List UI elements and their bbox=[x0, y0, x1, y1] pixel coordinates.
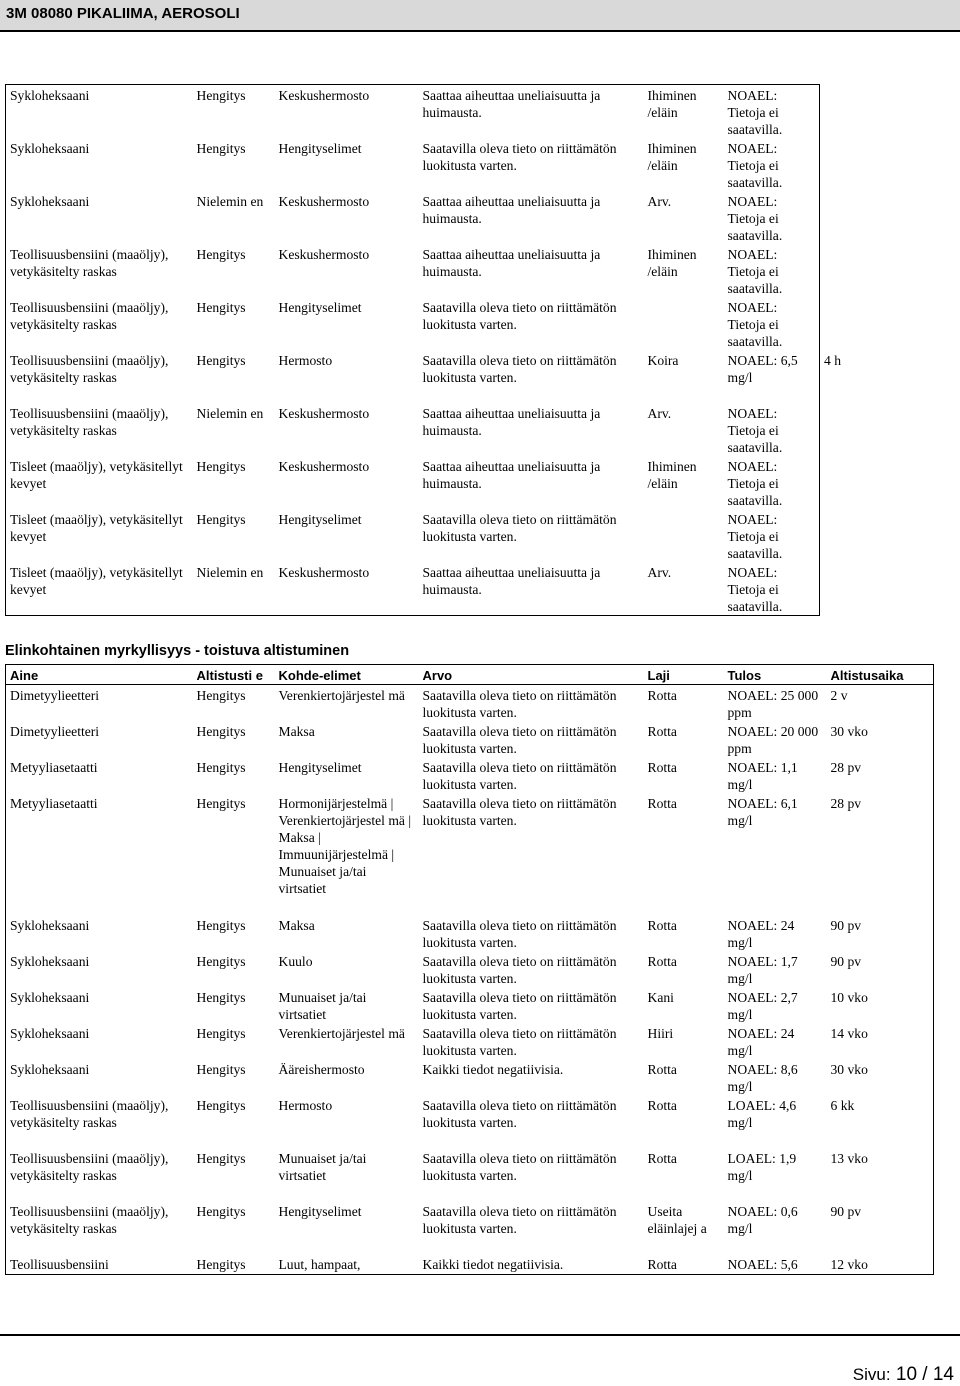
table-cell: Keskushermosto bbox=[275, 85, 419, 139]
table-cell: Hengitys bbox=[196, 954, 246, 969]
table-cell: Hengitys bbox=[196, 353, 246, 368]
table-row bbox=[6, 757, 934, 793]
table-cell: 90 pv bbox=[827, 1201, 934, 1254]
column-header: Altistusaika bbox=[830, 668, 904, 683]
table-cell: Hengitys bbox=[196, 1151, 246, 1166]
table-row bbox=[6, 562, 880, 616]
table-cell bbox=[820, 456, 880, 509]
table-cell: Saatavilla oleva tieto on riittämätön luokitusta varten. bbox=[422, 141, 617, 173]
table-cell: Saatavilla oleva tieto on riittämätön luokitusta varten. bbox=[422, 954, 617, 986]
table-row bbox=[6, 456, 880, 509]
table-cell: Dimetyylieetteri bbox=[6, 721, 193, 757]
column-header: Aine bbox=[10, 668, 39, 683]
table-cell bbox=[644, 509, 724, 562]
table-cell: Teollisuusbensiini bbox=[6, 1254, 193, 1274]
table-row bbox=[6, 509, 880, 562]
table-cell: Rotta bbox=[644, 685, 724, 722]
table-cell: Teollisuusbensiini (maaöljy), vetykäsitelty raskas bbox=[6, 1201, 193, 1254]
table-row bbox=[6, 793, 934, 915]
table-cell: Sykloheksaani bbox=[6, 915, 193, 951]
table-row bbox=[6, 1059, 934, 1095]
document-header bbox=[0, 0, 960, 32]
table-cell: Arv. bbox=[647, 406, 672, 421]
table-cell: Rotta bbox=[647, 1098, 677, 1113]
table-cell: Saatavilla oleva tieto on riittämätön luokitusta varten. bbox=[422, 1204, 617, 1236]
table-cell: Hengitys bbox=[196, 1062, 246, 1077]
table-row bbox=[6, 297, 880, 350]
table-cell: Kani bbox=[647, 990, 674, 1005]
table-cell: NOAEL: Tietoja ei saatavilla. bbox=[724, 191, 820, 244]
table-cell: Hengitys bbox=[196, 512, 246, 527]
table-cell: 4 h bbox=[824, 353, 841, 368]
table-cell: NOAEL: Tietoja ei saatavilla. bbox=[724, 138, 820, 191]
table-cell: Sykloheksaani bbox=[6, 951, 193, 987]
table-cell: Munuaiset ja/tai virtsatiet bbox=[278, 1151, 367, 1183]
table-cell: 6 kk bbox=[827, 1095, 934, 1148]
table-cell: Rotta bbox=[647, 954, 677, 969]
table-cell: 90 pv bbox=[827, 951, 934, 987]
table-cell: Hengitys bbox=[196, 760, 246, 775]
section-title: Elinkohtainen myrkyllisyys - toistuva altistuminen bbox=[5, 643, 350, 659]
table-cell: Hengitys bbox=[196, 1098, 246, 1113]
table-cell: Kaikki tiedot negatiivisia. bbox=[422, 1062, 564, 1077]
table-cell bbox=[820, 403, 880, 456]
table-cell: Rotta bbox=[647, 1062, 677, 1077]
table-cell: 10 vko bbox=[827, 987, 934, 1023]
table-cell: 30 vko bbox=[827, 1059, 934, 1095]
table-cell: Saattaa aiheuttaa uneliaisuutta ja huimausta. bbox=[422, 194, 601, 226]
table-cell: Hengitys bbox=[196, 141, 246, 156]
table-cell: Hengitys bbox=[193, 685, 275, 722]
table-cell: Teollisuusbensiini (maaöljy), vetykäsitelty raskas bbox=[6, 297, 193, 350]
table-cell: NOAEL: 1,1 mg/l bbox=[727, 760, 798, 792]
table-cell: Koira bbox=[647, 353, 679, 368]
table-cell: Sykloheksaani bbox=[6, 138, 193, 191]
page-total: 14 bbox=[932, 1364, 954, 1385]
table-cell: NOAEL: 24 mg/l bbox=[727, 918, 795, 950]
table-cell: Teollisuusbensiini (maaöljy), vetykäsitelty raskas bbox=[6, 1148, 193, 1201]
table-cell: Saatavilla oleva tieto on riittämätön luokitusta varten. bbox=[422, 1026, 617, 1058]
table-cell bbox=[820, 509, 880, 562]
table-cell: Keskushermosto bbox=[275, 562, 419, 616]
table-cell: 90 pv bbox=[827, 915, 934, 951]
table-cell: 14 vko bbox=[827, 1023, 934, 1059]
table-cell: NOAEL: Tietoja ei saatavilla. bbox=[724, 85, 820, 139]
table-cell: NOAEL: Tietoja ei saatavilla. bbox=[724, 562, 820, 616]
page-number bbox=[853, 1364, 954, 1386]
table-cell: NOAEL: 6,5 mg/l bbox=[724, 350, 820, 403]
table-cell: Hengityselimet bbox=[278, 760, 362, 775]
table-cell: 2 v bbox=[827, 685, 934, 722]
table-cell: Munuaiset ja/tai virtsatiet bbox=[278, 990, 367, 1022]
table-cell bbox=[820, 85, 880, 139]
table-cell: Rotta bbox=[647, 724, 677, 739]
table-cell: Sykloheksaani bbox=[6, 85, 193, 139]
table-cell: Tisleet (maaöljy), vetykäsitellyt kevyet bbox=[6, 509, 193, 562]
column-header: Kohde-elimet bbox=[278, 668, 361, 683]
table-row bbox=[6, 685, 934, 722]
table-cell: Maksa bbox=[278, 724, 315, 739]
table-row bbox=[6, 85, 880, 139]
table-cell: Tisleet (maaöljy), vetykäsitellyt kevyet bbox=[6, 562, 193, 616]
repeated-exposure-table bbox=[5, 664, 934, 1275]
table-cell: Sykloheksaani bbox=[6, 1023, 193, 1059]
table-cell: Teollisuusbensiini (maaöljy), vetykäsitelty raskas bbox=[6, 244, 193, 297]
table-cell: Hengityselimet bbox=[278, 141, 362, 156]
table-cell: NOAEL: 25 000 ppm bbox=[724, 685, 827, 722]
table-cell: Hengityselimet bbox=[278, 1204, 362, 1219]
table-cell: Saattaa aiheuttaa uneliaisuutta ja huimausta. bbox=[419, 562, 644, 616]
table-cell: Saattaa aiheuttaa uneliaisuutta ja huimausta. bbox=[419, 85, 644, 139]
table-cell: Keskushermosto bbox=[278, 194, 370, 209]
table-row bbox=[6, 915, 934, 951]
table-cell: Sykloheksaani bbox=[6, 191, 193, 244]
table-cell: Hengitys bbox=[196, 1204, 246, 1219]
table-cell: LOAEL: 1,9 mg/l bbox=[727, 1151, 797, 1183]
table-cell: Nielemin en bbox=[196, 194, 264, 209]
table-cell bbox=[820, 297, 880, 350]
table-cell: LOAEL: 4,6 mg/l bbox=[727, 1098, 797, 1130]
table-cell: Hengitys bbox=[196, 990, 246, 1005]
table-cell: Metyyliasetaatti bbox=[6, 793, 193, 915]
table-row bbox=[6, 1254, 934, 1274]
table-cell: NOAEL: Tietoja ei saatavilla. bbox=[724, 244, 820, 297]
table-cell: Rotta bbox=[647, 918, 677, 933]
table-cell: Arv. bbox=[644, 562, 724, 616]
table-cell: Rotta bbox=[647, 796, 677, 811]
table-cell: Dimetyylieetteri bbox=[6, 685, 193, 722]
table-cell: Saatavilla oleva tieto on riittämätön luokitusta varten. bbox=[422, 353, 617, 385]
table-cell: Keskushermosto bbox=[278, 406, 370, 421]
page-label: Sivu: bbox=[852, 1365, 891, 1384]
table-cell: Keskushermosto bbox=[278, 247, 370, 262]
table-cell: 30 vko bbox=[827, 721, 934, 757]
table-row bbox=[6, 1148, 934, 1201]
table-cell: NOAEL: 5,6 bbox=[724, 1254, 827, 1274]
table-cell: Saatavilla oleva tieto on riittämätön luokitusta varten. bbox=[422, 760, 617, 792]
table-header-row bbox=[6, 665, 934, 685]
table-cell bbox=[820, 191, 880, 244]
table-cell: Metyyliasetaatti bbox=[6, 757, 193, 793]
table-cell: Kuulo bbox=[278, 954, 313, 969]
table-cell: Sykloheksaani bbox=[6, 987, 193, 1023]
table-row bbox=[6, 1023, 934, 1059]
table-cell bbox=[820, 138, 880, 191]
table-cell: Hermosto bbox=[278, 1098, 333, 1113]
table-cell: Saatavilla oleva tieto on riittämätön luokitusta varten. bbox=[422, 1098, 617, 1130]
table-cell: Teollisuusbensiini (maaöljy), vetykäsitelty raskas bbox=[6, 403, 193, 456]
table-cell: Hengitys bbox=[196, 796, 246, 811]
table-cell: Saattaa aiheuttaa uneliaisuutta ja huimausta. bbox=[422, 459, 601, 491]
table-cell: Teollisuusbensiini (maaöljy), vetykäsitelty raskas bbox=[6, 1095, 193, 1148]
table-cell: Ihiminen /eläin bbox=[647, 141, 697, 173]
table-cell: Hengitys bbox=[193, 85, 275, 139]
table-cell: NOAEL: 1,7 mg/l bbox=[727, 954, 798, 986]
table-cell: NOAEL: 0,6 mg/l bbox=[727, 1204, 798, 1236]
table-cell: Hengitys bbox=[196, 1026, 246, 1041]
table-cell: Kaikki tiedot negatiivisia. bbox=[419, 1254, 644, 1274]
table-cell: NOAEL: 8,6 mg/l bbox=[727, 1062, 798, 1094]
table-cell: Saatavilla oleva tieto on riittämätön luokitusta varten. bbox=[419, 685, 644, 722]
footer-divider bbox=[0, 1334, 960, 1336]
table-cell: 28 pv bbox=[827, 757, 934, 793]
table-cell: Maksa bbox=[278, 918, 315, 933]
table-row bbox=[6, 721, 934, 757]
table-cell: Saatavilla oleva tieto on riittämätön luokitusta varten. bbox=[422, 990, 617, 1022]
table-row bbox=[6, 951, 934, 987]
table-cell: NOAEL: 24 mg/l bbox=[727, 1026, 795, 1058]
table-cell: Ihiminen /eläin bbox=[647, 247, 697, 279]
table-cell: Rotta bbox=[647, 760, 677, 775]
column-header: Arvo bbox=[422, 668, 453, 683]
table-cell: Hengitys bbox=[196, 724, 246, 739]
table-cell: 12 vko bbox=[827, 1254, 934, 1274]
table-cell: Hengitys bbox=[196, 247, 246, 262]
table-cell: Saatavilla oleva tieto on riittämätön luokitusta varten. bbox=[422, 512, 617, 544]
table-cell: NOAEL: Tietoja ei saatavilla. bbox=[724, 456, 820, 509]
table-cell: Saatavilla oleva tieto on riittämätön luokitusta varten. bbox=[422, 724, 617, 756]
table-cell bbox=[820, 244, 880, 297]
table-cell: Hermosto bbox=[278, 353, 333, 368]
table-cell: Verenkiertojärjestel mä bbox=[275, 685, 419, 722]
table-cell: Teollisuusbensiini (maaöljy), vetykäsitelty raskas bbox=[6, 350, 193, 403]
table-cell: Hengityselimet bbox=[278, 300, 362, 315]
table-row bbox=[6, 244, 880, 297]
table-cell: Saatavilla oleva tieto on riittämätön luokitusta varten. bbox=[422, 918, 617, 950]
table-cell: Hormonijärjestelmä | Verenkiertojärjestel mä | Maksa | Immuunijärjestelmä | Munuaiset ja/tai virtsatiet bbox=[278, 796, 412, 896]
table-cell: Nielemin en bbox=[193, 562, 275, 616]
table-cell: Rotta bbox=[644, 1254, 724, 1274]
page-current: 10 bbox=[895, 1364, 918, 1385]
column-header: Tulos bbox=[727, 668, 762, 683]
table-cell: Luut, hampaat, bbox=[275, 1254, 419, 1274]
table-cell: Saatavilla oleva tieto on riittämätön luokitusta varten. bbox=[422, 796, 617, 828]
table-row bbox=[6, 350, 880, 403]
table-cell: Keskushermosto bbox=[278, 459, 370, 474]
table-cell: Hengitys bbox=[196, 300, 246, 315]
table-cell: NOAEL: Tietoja ei saatavilla. bbox=[724, 509, 820, 562]
table-cell: Sykloheksaani bbox=[6, 1059, 193, 1095]
table-cell: Hengitys bbox=[196, 918, 246, 933]
table-row bbox=[6, 403, 880, 456]
table-cell: Ääreishermosto bbox=[278, 1062, 365, 1077]
table-cell: Ihiminen /eläin bbox=[647, 459, 697, 491]
table-cell: Ihiminen /eläin bbox=[644, 85, 724, 139]
table-cell: Saatavilla oleva tieto on riittämätön luokitusta varten. bbox=[422, 300, 617, 332]
table-cell: NOAEL: 2,7 mg/l bbox=[727, 990, 798, 1022]
table-cell: Useita eläinlajej a bbox=[647, 1204, 707, 1236]
column-header: Laji bbox=[647, 668, 670, 683]
table-cell: 13 vko bbox=[827, 1148, 934, 1201]
table-cell: Verenkiertojärjestel mä bbox=[278, 1026, 405, 1041]
table-row bbox=[6, 1095, 934, 1148]
table-cell: Hengitys bbox=[193, 1254, 275, 1274]
acute-exposure-table bbox=[5, 84, 880, 616]
table-cell: Rotta bbox=[647, 1151, 677, 1166]
document-title: 3M 08080 PIKALIIMA, AEROSOLI bbox=[6, 5, 240, 22]
table-cell: Hengityselimet bbox=[278, 512, 362, 527]
table-cell: Saattaa aiheuttaa uneliaisuutta ja huimausta. bbox=[422, 247, 601, 279]
table-cell: 28 pv bbox=[827, 793, 934, 915]
table-row bbox=[6, 1201, 934, 1254]
table-cell: Arv. bbox=[647, 194, 672, 209]
table-cell: Hengitys bbox=[196, 459, 246, 474]
table-cell: Tisleet (maaöljy), vetykäsitellyt kevyet bbox=[6, 456, 193, 509]
table-cell bbox=[644, 297, 724, 350]
table-row bbox=[6, 191, 880, 244]
table-row bbox=[6, 987, 934, 1023]
column-header: Altistusti e bbox=[196, 668, 263, 683]
table-cell: NOAEL: Tietoja ei saatavilla. bbox=[724, 403, 820, 456]
table-cell: NOAEL: Tietoja ei saatavilla. bbox=[724, 297, 820, 350]
table-cell: NOAEL: 20 000 ppm bbox=[727, 724, 819, 756]
table-cell: Nielemin en bbox=[196, 406, 264, 421]
table-cell bbox=[820, 562, 880, 616]
table-cell: Saatavilla oleva tieto on riittämätön luokitusta varten. bbox=[422, 1151, 617, 1183]
page-separator: / bbox=[922, 1364, 928, 1385]
table-cell: Hiiri bbox=[647, 1026, 674, 1041]
table-cell: NOAEL: 6,1 mg/l bbox=[727, 796, 798, 828]
table-row bbox=[6, 138, 880, 191]
table-cell: Saattaa aiheuttaa uneliaisuutta ja huimausta. bbox=[422, 406, 601, 438]
